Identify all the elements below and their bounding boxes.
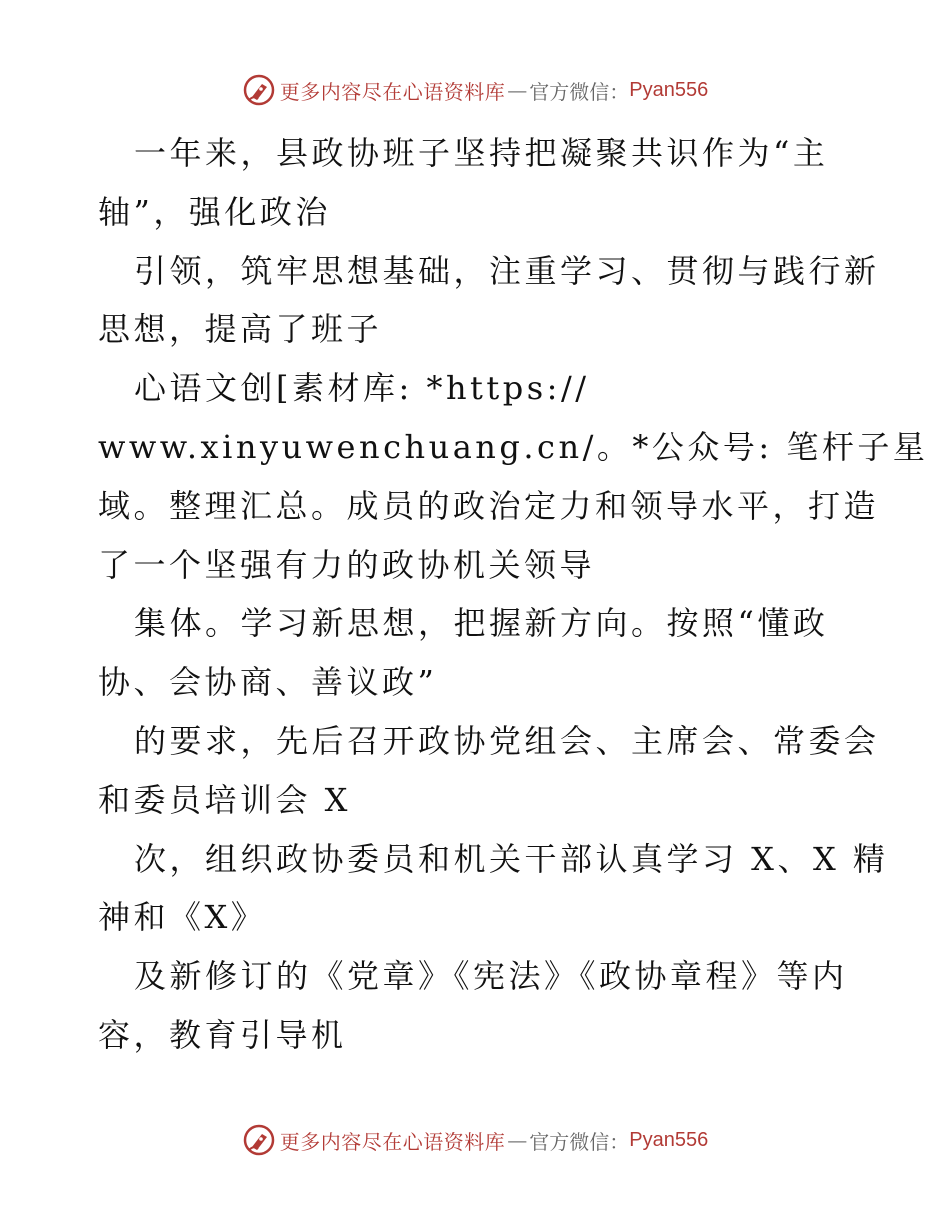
body-text-line: 集体。学习新思想，把握新方向。按照“懂政 bbox=[134, 604, 829, 643]
body-text-line: 引领，筑牢思想基础，注重学习、贯彻与践行新 bbox=[134, 251, 880, 290]
body-text-line: 及新修订的《党章》《宪法》《政协章程》等内 bbox=[134, 957, 848, 996]
banner-wechat-id: Pyan556 bbox=[629, 78, 709, 101]
banner-wechat-label: 官方微信： bbox=[529, 79, 630, 104]
body-text-line: www.xinyuwenchuang.cn/。*公众号: 笔杆子星 bbox=[98, 427, 929, 466]
pen-nib-logo-icon bbox=[242, 73, 276, 107]
footer-wechat-label: 官方微信： bbox=[529, 1129, 630, 1154]
document-body bbox=[98, 124, 929, 1065]
body-text-line: 神和《X》 bbox=[98, 898, 267, 937]
banner-brand-text: 更多内容尽在心语资料库 bbox=[279, 79, 506, 104]
footer-wechat-id: Pyan556 bbox=[629, 1128, 709, 1151]
body-text-line: 协、会协商、善议政” bbox=[98, 663, 438, 702]
body-text-line: 次，组织政协委员和机关干部认真学习 X、X 精 bbox=[134, 839, 889, 878]
body-text-line: 和委员培训会 X bbox=[98, 780, 351, 819]
header-banner bbox=[0, 70, 950, 110]
footer-brand-text: 更多内容尽在心语资料库 bbox=[279, 1129, 506, 1154]
body-text-line: 轴”，强化政治 bbox=[98, 192, 331, 231]
body-text-line: 思想，提高了班子 bbox=[98, 310, 383, 349]
body-text-line: 的要求，先后召开政协党组会、主席会、常委会 bbox=[134, 721, 880, 760]
footer-separator: — bbox=[507, 1128, 528, 1152]
footer-banner bbox=[0, 1120, 950, 1160]
body-text-line: 一年来，县政协班子坚持把凝聚共识作为“主 bbox=[134, 134, 829, 172]
banner-separator: — bbox=[507, 78, 528, 102]
body-text-line: 了一个坚强有力的政协机关领导 bbox=[98, 545, 596, 584]
body-text-line: 心语文创[素材库: *https:// bbox=[134, 369, 590, 408]
body-text-line: 域。整理汇总。成员的政治定力和领导水平，打造 bbox=[98, 486, 880, 525]
pen-nib-logo-icon bbox=[242, 1123, 276, 1157]
body-text-line: 容，教育引导机 bbox=[98, 1015, 347, 1054]
